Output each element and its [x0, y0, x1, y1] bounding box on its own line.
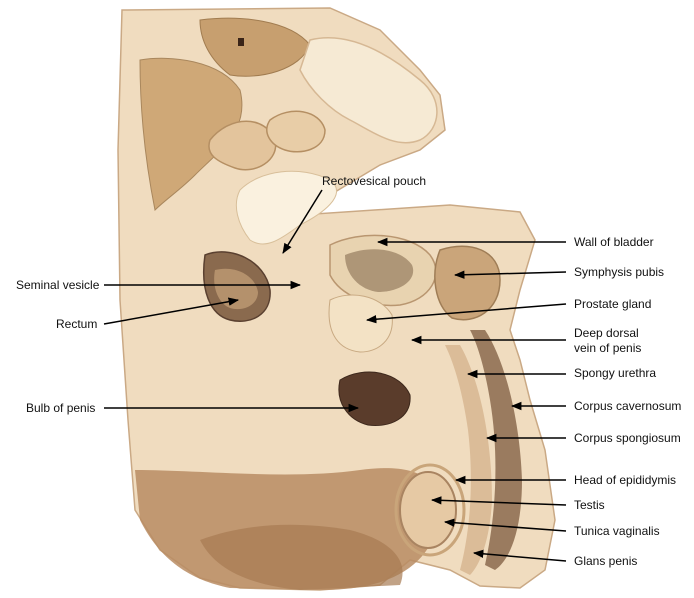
- label-rectum: Rectum: [56, 317, 98, 331]
- label-prostate-gland: Prostate gland: [574, 297, 652, 311]
- label-testis: Testis: [574, 498, 605, 512]
- label-corpus-cavernosum: Corpus cavernosum: [574, 399, 682, 413]
- symphysis-pubis: [435, 246, 500, 319]
- testis-body: [400, 472, 456, 548]
- label-bulb-of-penis: Bulb of penis: [26, 401, 96, 415]
- label-spongy-urethra: Spongy urethra: [574, 366, 657, 380]
- label-deep-dorsal-vein-line1: Deep dorsal: [574, 326, 639, 340]
- label-tunica-vaginalis: Tunica vaginalis: [574, 524, 660, 538]
- vertebra-dark-mark: [238, 38, 244, 46]
- label-symphysis-pubis: Symphysis pubis: [574, 265, 665, 279]
- label-rectovesical-pouch: Rectovesical pouch: [322, 174, 427, 188]
- label-wall-of-bladder: Wall of bladder: [574, 235, 654, 249]
- label-glans-penis: Glans penis: [574, 554, 638, 568]
- intestine-loop-2: [267, 111, 325, 152]
- label-deep-dorsal-vein-line2: vein of penis: [574, 341, 642, 355]
- label-seminal-vesicle: Seminal vesicle: [16, 278, 100, 292]
- label-head-of-epididymis: Head of epididymis: [574, 473, 677, 487]
- label-corpus-spongiosum: Corpus spongiosum: [574, 431, 681, 445]
